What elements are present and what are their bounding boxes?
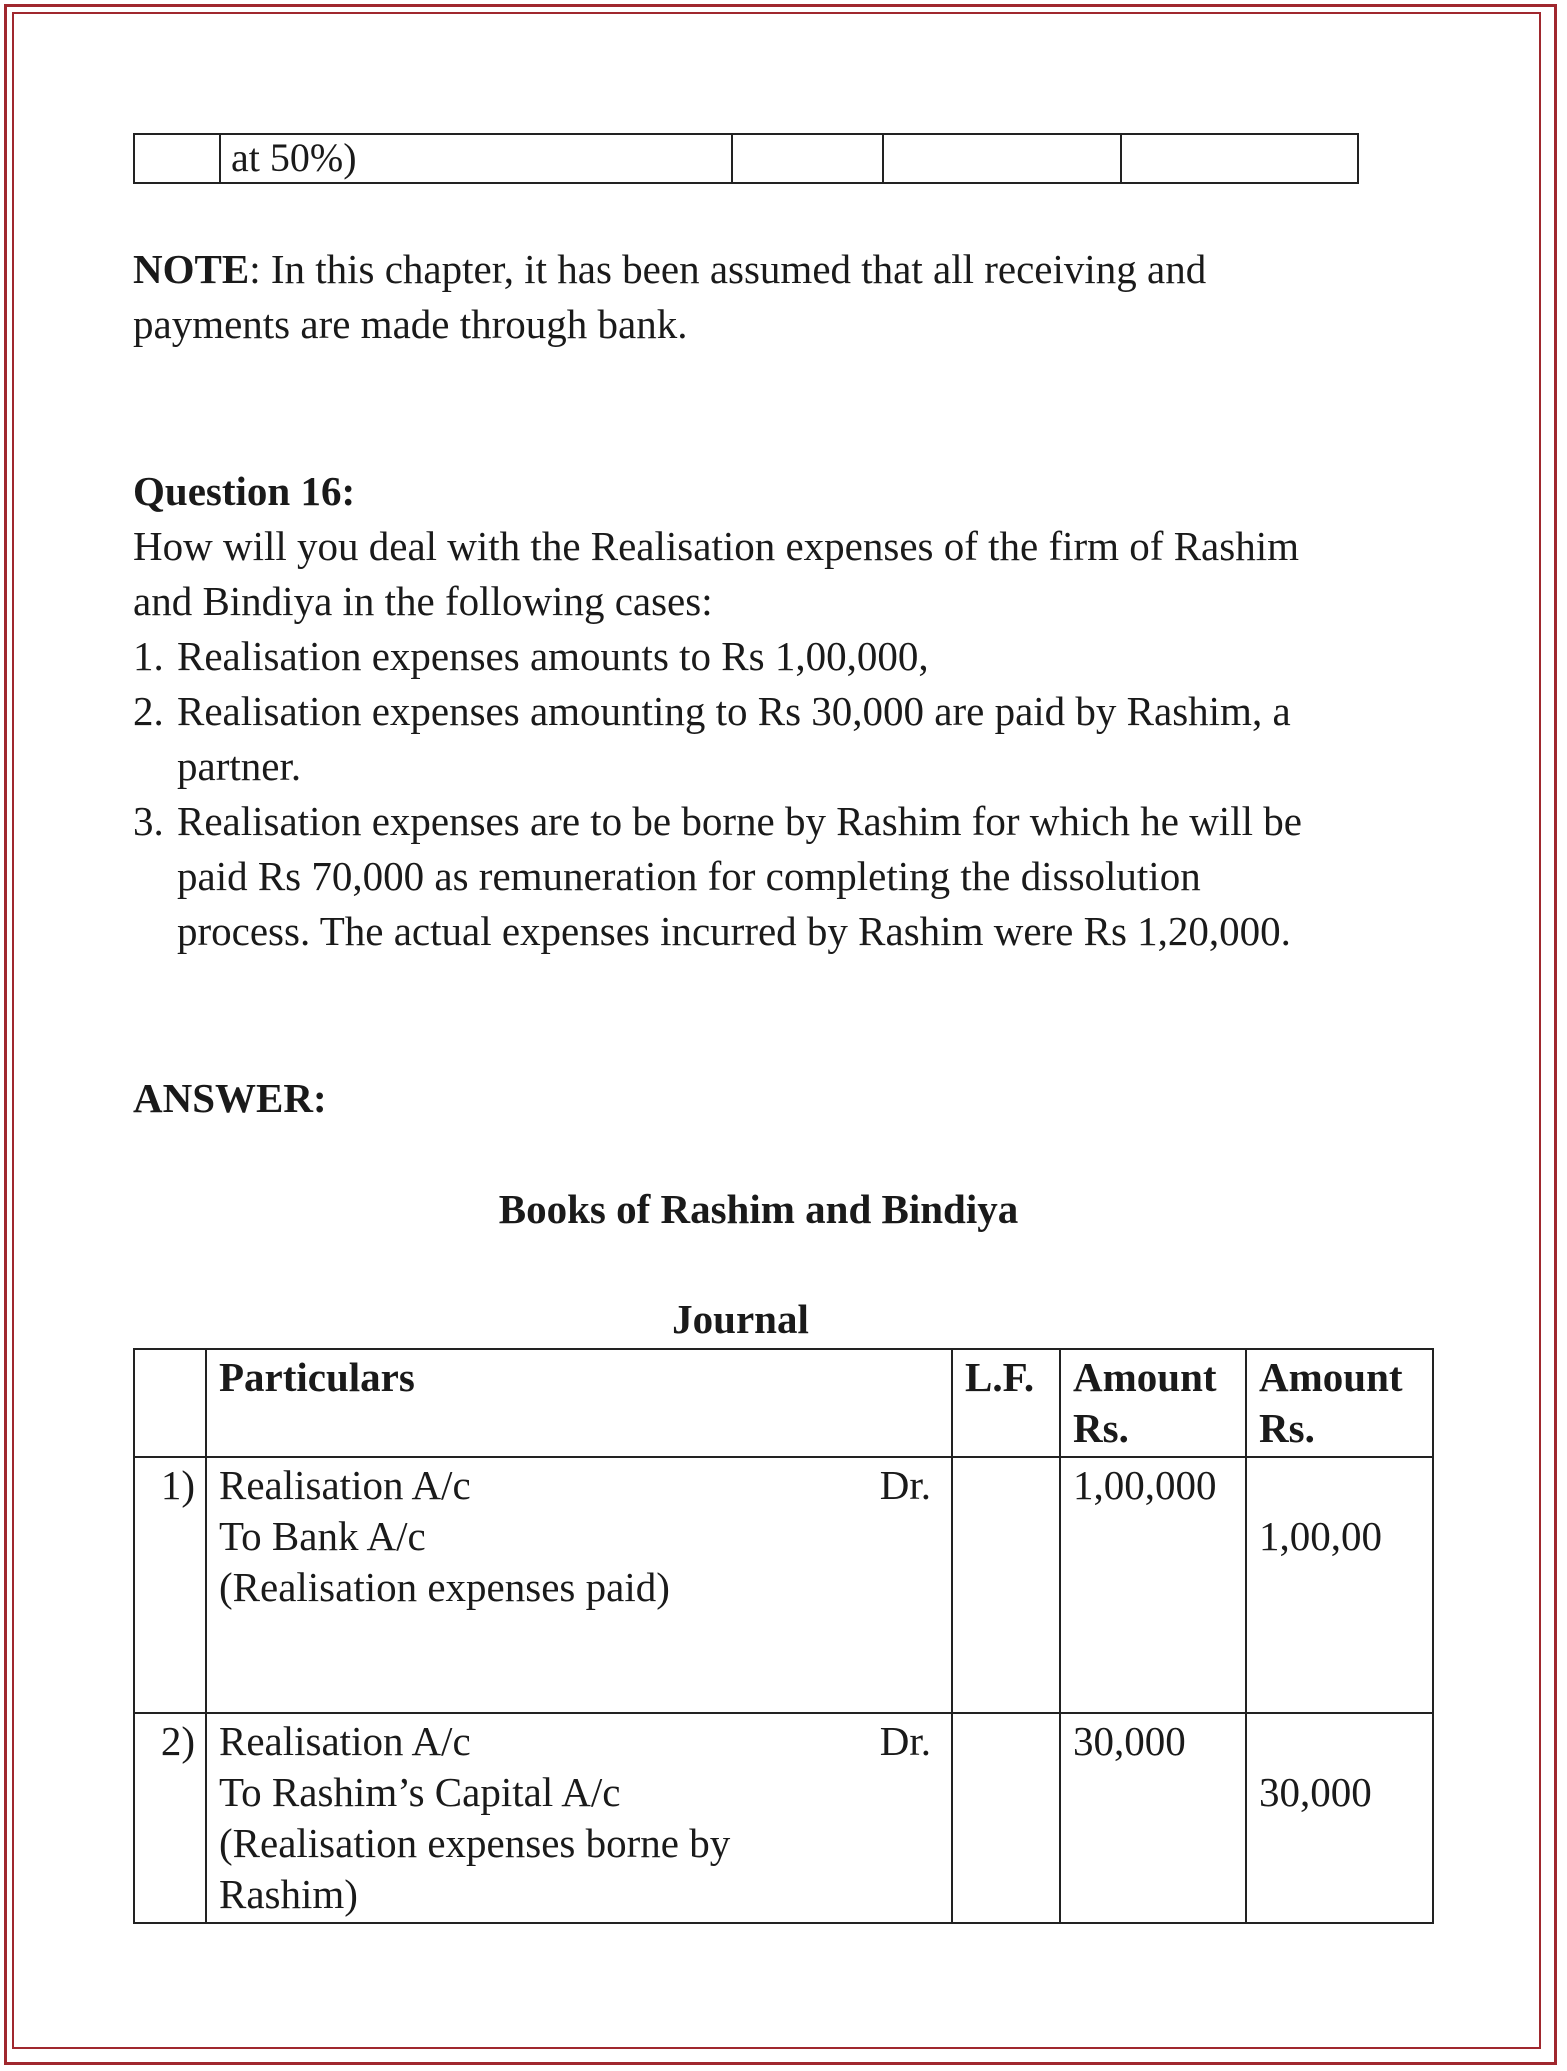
debit-line — [219, 1716, 939, 1767]
table-cell — [1121, 134, 1358, 183]
header-particulars: Particulars — [206, 1349, 952, 1457]
header-amount-credit — [1246, 1349, 1433, 1457]
debit-account: Realisation A/c — [219, 1718, 471, 1764]
credit-account: To Bank A/c — [219, 1513, 426, 1559]
credit-amount-cell — [1246, 1713, 1433, 1923]
entry-lf — [952, 1457, 1060, 1713]
narration: (Realisation expenses borne by — [219, 1820, 731, 1866]
debit-amount: 1,00,000 — [1060, 1457, 1246, 1713]
credit-amount: 30,000 — [1259, 1769, 1372, 1815]
entry-number: 1) — [134, 1457, 206, 1713]
list-item: Realisation expenses are to be borne by Rashim for which he will be — [177, 798, 1302, 844]
dr-label: Dr. — [879, 1462, 931, 1508]
dr-label: Dr. — [879, 1718, 931, 1764]
list-item-number: 2. — [133, 688, 164, 734]
list-item: Realisation expenses amounts to Rs 1,00,000, — [177, 633, 929, 679]
note-line-2: payments are made through bank. — [133, 301, 688, 347]
note-text: : In this chapter, it has been assumed that all receiving and — [249, 246, 1207, 292]
entry-particulars — [206, 1457, 952, 1713]
narration-continuation: Rashim) — [219, 1871, 358, 1917]
table-row — [134, 1713, 1433, 1923]
header-amount-debit-label: Amount — [1073, 1354, 1217, 1400]
question-title: Question 16: — [133, 468, 356, 514]
debit-account: Realisation A/c — [219, 1462, 471, 1508]
header-amount-credit-unit: Rs. — [1259, 1405, 1315, 1451]
books-title: Books of Rashim and Bindiya — [498, 1186, 1019, 1232]
list-item: Realisation expenses amounting to Rs 30,000 are paid by Rashim, a — [177, 688, 1291, 734]
credit-amount-cell — [1246, 1457, 1433, 1713]
header-lf: L.F. — [952, 1349, 1060, 1457]
table-cell: at 50%) — [220, 134, 732, 183]
debit-line — [219, 1460, 939, 1511]
list-item-continuation: process. The actual expenses incurred by Rashim were Rs 1,20,000. — [177, 908, 1291, 954]
table-cell — [134, 134, 220, 183]
list-item-number: 1. — [133, 633, 164, 679]
answer-label: ANSWER: — [133, 1075, 327, 1121]
note-line-1 — [133, 242, 1206, 297]
journal-table — [133, 1348, 1434, 1924]
credit-account: To Rashim’s Capital A/c — [219, 1769, 621, 1815]
table-row — [134, 134, 1358, 183]
list-item-number: 3. — [133, 798, 164, 844]
table-cell — [883, 134, 1121, 183]
journal-title: Journal — [672, 1296, 809, 1342]
list-item-continuation: partner. — [177, 743, 302, 789]
header-amount-debit-unit: Rs. — [1073, 1405, 1129, 1451]
credit-amount: 1,00,00 — [1259, 1513, 1382, 1559]
previous-table-fragment — [133, 133, 1359, 184]
journal-header-row — [134, 1349, 1433, 1457]
narration: (Realisation expenses paid) — [219, 1564, 670, 1610]
debit-amount: 30,000 — [1060, 1713, 1246, 1923]
table-cell — [732, 134, 883, 183]
header-number-cell — [134, 1349, 206, 1457]
entry-lf — [952, 1713, 1060, 1923]
header-amount-debit — [1060, 1349, 1246, 1457]
question-intro-line-2: and Bindiya in the following cases: — [133, 578, 713, 624]
note-label: NOTE — [133, 246, 250, 292]
table-row — [134, 1457, 1433, 1713]
question-intro-line-1: How will you deal with the Realisation expenses of the firm of Rashim — [133, 523, 1299, 569]
header-amount-credit-label: Amount — [1259, 1354, 1403, 1400]
entry-number: 2) — [134, 1713, 206, 1923]
list-item-continuation: paid Rs 70,000 as remuneration for completing the dissolution — [177, 853, 1201, 899]
entry-particulars — [206, 1713, 952, 1923]
